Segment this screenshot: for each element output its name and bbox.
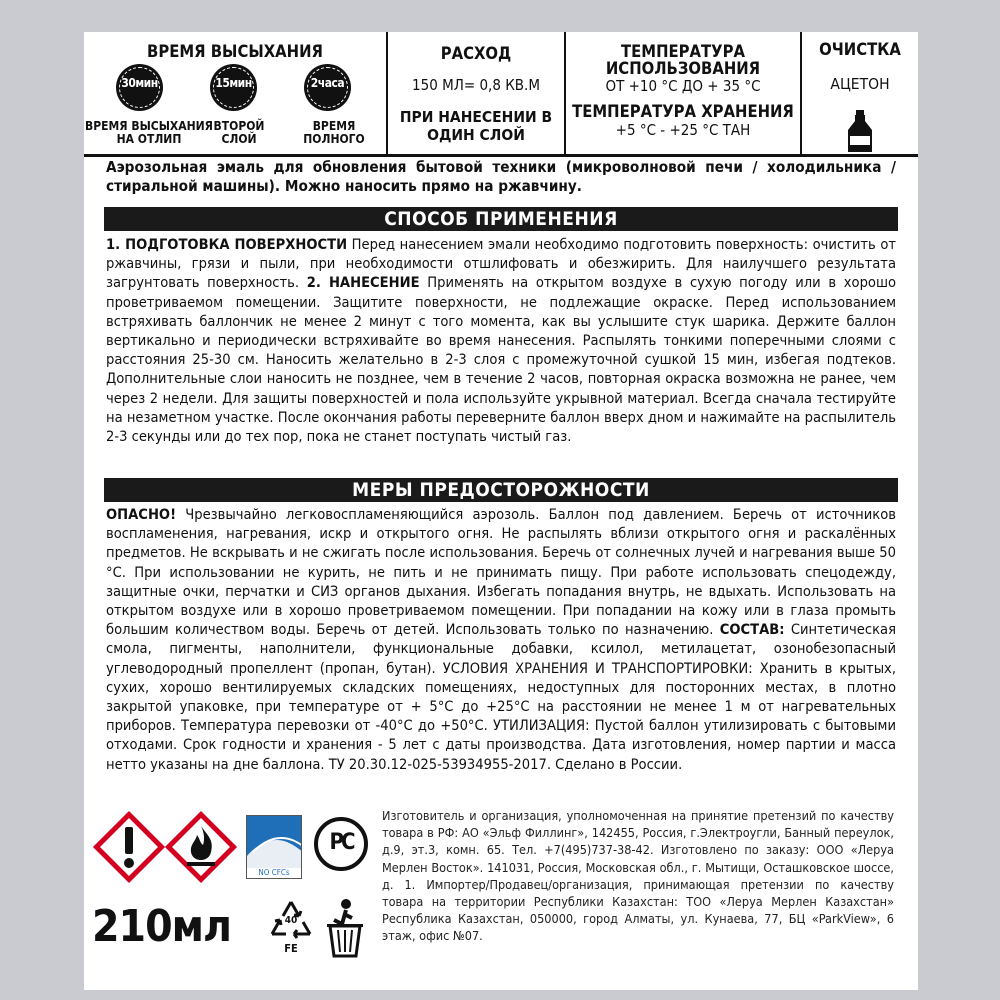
step2-title: 2. НАНЕСЕНИЕ [306,274,420,292]
use-temperature-range: ОТ +10 °С ДО + 35 °С [605,77,761,95]
consumption-note: ПРИ НАНЕСЕНИИ В ОДИН СЛОЙ [399,108,553,144]
recycle-code: FE [284,942,298,955]
volume-label: 210мл [92,901,231,952]
precautions-heading: МЕРЫ ПРЕДОСТОРОЖНОСТИ [104,478,898,502]
consumption-title: РАСХОД [440,44,512,63]
exclamation-hazard-icon [92,810,166,884]
step2-text: Применять на открытом воздухе в сухую погоду или в хорошо проветриваемом помещении. Защитите поверхности, не подлежащие окраске. Перед использованием встряхивать баллончик не менее 2 минут с того момента, как вы услышите стук шарика. Держите баллон вертикально и периодически встряхивайте во время нанесения. Распылять тонкими поперечными слоями с расстояния 25-30 см. Наносить желательно в 2-3 слоя с промежуточной сушкой 15 мин, избегая подтеков. Дополнительные слои наносить не позднее, чем в течение 2 часов, повторная окраска возможна не ранее, чем через 2 недели. Для защиты поверхностей и пола используйте укрывной материал. Всегда сначала тестируйте на незаметном участке. После окончания работы переверните баллон вверх дном и нажимайте на распылитель 2-3 секунды или до тех пор, пока не станет поступать чистый газ. [106,274,896,446]
step1-title: 1. ПОДГОТОВКА ПОВЕРХНОСТИ [106,236,348,253]
danger-title: ОПАСНО! [106,506,177,523]
step1-text: Перед нанесением эмали необходимо подготовить поверхность: очистить от ржавчины, грязи и пыли, при необходимости отшлифовать и обезжирить. Для наилучшего результата загрунтовать поверхность. [106,236,896,292]
product-description: Аэрозольная эмаль для обновления бытовой техники (микроволновой печи / холодильника / стиральной машины). Можно наносить прямо на ржавчину. [106,158,896,196]
no-cfc-icon [246,815,302,879]
precautions-text [106,505,896,774]
solvent-bottle-icon [842,110,878,152]
manufacturer-info: Изготовитель и организация, уполномоченная на принятие претензий по качеству товара в РФ: АО «Эльф Филлинг», 142455, Россия, г.Электроугли, Банный переулок, д.9, эт.3, комн. 65. Тел. +7(495)737-38-42. Изготовлено по заказу: ООО «Леруа Мерлен Восток». 141031, Россия, Московская обл., г. Мытищи, Осташковское шоссе, д. 1. Импортер/Продавец/организация, принимающая претензии по качеству товара на территории Республики Казахстан: ТОО «Леруа Мерлен Казахстан» Республика Казахстан, 050000, город Алматы, ул. Кунаева, 77, БЦ «ParkView», 6 этаж, офис №07. [382,808,894,944]
drying-caption-1: ВРЕМЯ ВЫСЫХАНИЯ НА ОТЛИП [85,119,213,146]
rst-certification-icon [314,817,368,871]
consumption-rate: 150 МЛ= 0,8 КВ.М [412,76,540,94]
cleaning-solvent: АЦЕТОН [830,75,890,93]
flammable-hazard-icon [164,810,238,884]
drying-caption-3: ВРЕМЯ ПОЛНОГО [303,119,365,146]
cleaning-cell [802,32,918,154]
temperature-cell [566,32,802,154]
drying-badge-1: 30мин [121,76,158,90]
no-cfc-text: NO CFCs [247,868,301,878]
application-heading: СПОСОБ ПРИМЕНЕНИЯ [104,207,898,231]
recycle-icon [266,898,316,958]
drying-badge-2: 15мин [215,76,252,90]
drying-title: ВРЕМЯ ВЫСЫХАНИЯ [147,42,323,61]
storage-temperature-range: +5 °С - +25 °С ТАН [615,121,751,139]
product-label [84,32,918,990]
drying-time-cell [84,32,388,154]
drying-badge-3: 2часа [310,76,345,90]
application-text [106,235,896,446]
second-coat-badge-icon [210,64,257,111]
full-dry-badge-icon [304,64,351,111]
drying-caption-2: ВТОРОЙ СЛОЙ [213,119,265,146]
dispose-in-bin-icon [322,898,366,958]
cleaning-title: ОЧИСТКА [819,40,901,59]
composition-text: Синтетическая смола, пигменты, наполнители, функциональные добавки, ксилол, метилацетат, озонобезопасный углеводородный пропеллент (пропан, бутан). УСЛОВИЯ ХРАНЕНИЯ И ТРАНСПОРТИРОВКИ: Хранить в крытых, сухих, хорошо вентилируемых складских помещениях, недоступных для посторонних местах, в плотно закрытой упаковке, при температуре от + 5°С до +25°С на расстоянии не менее 1 м от нагревательных приборов. Температура перевозки от -40°С до +50°С. УТИЛИЗАЦИЯ: Пустой баллон утилизировать с бытовыми отходами. Срок годности и хранения - 5 лет с даты производства. Дата изготовления, номер партии и масса нетто указаны на дне баллона. ТУ 20.30.12-025-53934955-2017. Сделано в России. [106,621,896,773]
storage-temperature-title: ТЕМПЕРАТУРА ХРАНЕНИЯ [572,102,794,121]
danger-text: Чрезвычайно легковоспламеняющийся аэрозоль. Баллон под давлением. Беречь от источников воспламенения, нагревания, искр и открытого огня. Не распылять вблизи открытого огня и раскалённых предметов. Не вскрывать и не сжигать после использования. Беречь от солнечных лучей и нагревания выше 50 °С. При использовании не курить, не пить и не принимать пищу. При работе использовать спецодежду, защитные очки, перчатки и СИЗ органов дыхания. Избегать попадания внутрь, не вдыхать. Использовать на открытом воздухе или в хорошо проветриваемом помещении. При попадании на кожу или в глаза промыть большим количеством воды. Беречь от детей. Использовать только по назначению. [106,506,896,639]
use-temperature-title: ТЕМПЕРАТУРА ИСПОЛЬЗОВАНИЯ [605,42,761,78]
composition-title: СОСТАВ: [719,621,785,639]
drying-badge-icon [116,64,163,111]
recycle-number: 40 [284,915,298,926]
rst-certification-mark: РС [329,830,353,855]
consumption-cell [388,32,566,154]
info-table [84,32,918,157]
